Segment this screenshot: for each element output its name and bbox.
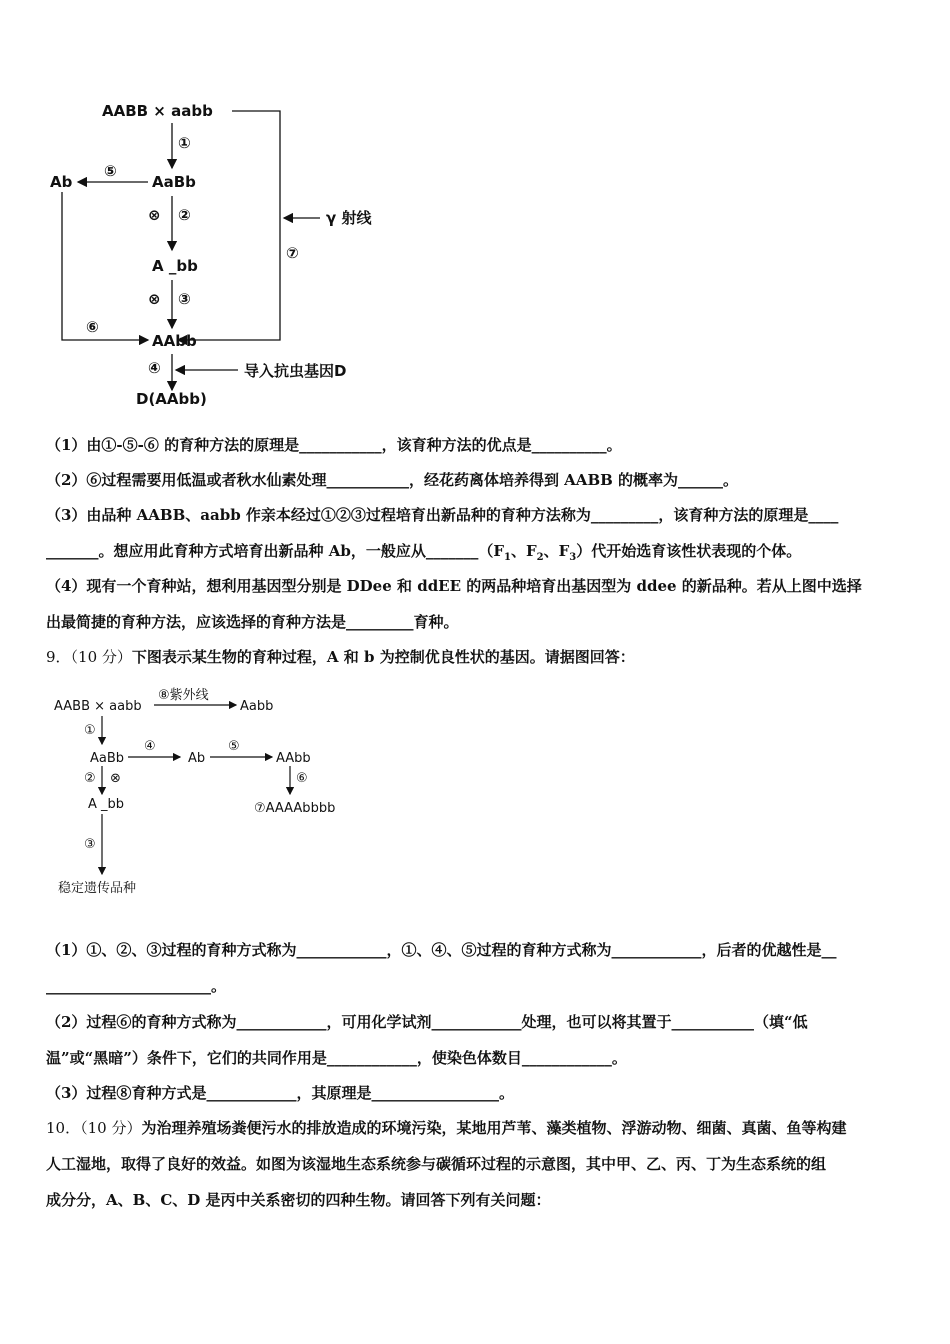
sub-1: 1 xyxy=(504,552,511,563)
step1-label: ① xyxy=(178,134,191,152)
q9-line-4: 温”或“黑暗”）条件下，它们的共同作用是____________，使染色体数目____________。 xyxy=(46,1049,627,1067)
self-3: ⊗ xyxy=(148,290,161,308)
step6-label: ⑥ xyxy=(86,318,99,336)
d2-step6: ⑥ xyxy=(296,771,308,786)
step3-label: ③ xyxy=(178,290,191,308)
loop-line-7 xyxy=(178,111,280,340)
d2-self: ⊗ xyxy=(110,771,121,786)
q9-number: 9．（10 分） xyxy=(46,648,132,666)
cross-label: AABB × aabb xyxy=(102,102,213,120)
d2-stable: 稳定遗传品种 xyxy=(58,881,137,896)
d2-aabb: AAbb xyxy=(276,751,311,766)
sub-2: 2 xyxy=(536,552,544,563)
step5-label: ⑤ xyxy=(104,162,117,180)
d2-step5: ⑤ xyxy=(228,739,240,754)
ab-label: Ab xyxy=(50,173,73,191)
q9-line-1: （1）①、②、③过程的育种方式称为____________，①、④、⑤过程的育种方式称为____________，后者的优越性是__ xyxy=(46,941,837,959)
step7-label: ⑦ xyxy=(286,244,299,262)
q9-line-3: （2）过程⑥的育种方式称为____________，可用化学试剂____________处理，也可以将其置于___________（填“低 xyxy=(46,1013,808,1031)
abb-partial-label: A _bb xyxy=(152,257,198,275)
d2-step4: ④ xyxy=(144,739,156,754)
d2-step3: ③ xyxy=(84,837,96,852)
d2-f1: AaBb xyxy=(90,751,125,766)
q9-stem xyxy=(46,647,906,667)
q10-number: 10．（10 分） xyxy=(46,1119,142,1137)
step2-label: ② xyxy=(178,206,191,224)
q9-line-2: ______________________。 xyxy=(46,977,227,995)
q8-line-4 xyxy=(46,541,906,568)
breeding-diagram-2 xyxy=(50,682,350,902)
d2-tetra: ⑦AAAAbbbb xyxy=(254,801,336,816)
d-product-label: D(AAbb) xyxy=(136,390,207,408)
q9-stem-text: 下图表示某生物的育种过程，A 和 b 为控制优良性状的基因。请据图回答： xyxy=(131,648,635,666)
import-gene-label: 导入抗虫基因D xyxy=(244,362,347,380)
q8-line-4c: 、F xyxy=(543,542,570,560)
f1-label: AaBb xyxy=(152,173,196,191)
d2-step2: ② xyxy=(84,771,96,786)
q8-line-3: （3）由品种 AABB、aabb 作亲本经过①②③过程培育出新品种的育种方法称为_________，该育种方法的原理是____ xyxy=(46,506,839,524)
q8-line-4a: _______。想应用此育种方式培育出新品种 Ab，一般应从_______（F xyxy=(46,542,505,560)
self-2: ⊗ xyxy=(148,206,161,224)
d2-abb: A _bb xyxy=(88,797,125,812)
loop-line-6 xyxy=(62,192,148,340)
q8-line-1: （1）由①-⑤-⑥ 的育种方法的原理是___________，该育种方法的优点是__________。 xyxy=(46,436,622,454)
q8-line-6: 出最简捷的育种方法，应该选择的育种方法是_________育种。 xyxy=(46,613,459,631)
q10-line-1 xyxy=(46,1118,906,1138)
gamma-label: γ 射线 xyxy=(326,209,372,227)
d2-step1: ① xyxy=(84,723,96,738)
q8-line-4b: 、F xyxy=(510,542,537,560)
q10-line-3: 成分分，A、B、C、D 是丙中关系密切的四种生物。请回答下列有关问题： xyxy=(46,1191,551,1209)
q8-line-5: （4）现有一个育种站，想利用基因型分别是 DDee 和 ddEE 的两品种培育出基因型为 ddee 的新品种。若从上图中选择 xyxy=(46,577,862,595)
q10-text-1: 为治理养殖场粪便污水的排放造成的环境污染，某地用芦苇、藻类植物、浮游动物、细菌、真菌、鱼等构建 xyxy=(141,1119,847,1137)
breeding-diagram-1 xyxy=(40,90,400,420)
q10-line-2: 人工湿地，取得了良好的效益。如图为该湿地生态系统参与碳循环过程的示意图，其中甲、乙、丙、丁为生态系统的组 xyxy=(46,1155,827,1173)
d2-cross: AABB × aabb xyxy=(54,699,142,714)
step4-label: ④ xyxy=(148,359,161,377)
sub-3: 3 xyxy=(569,552,577,563)
d2-aabb-uv: Aabb xyxy=(240,699,274,714)
d2-uv-label: ⑧紫外线 xyxy=(158,688,209,703)
d2-ab: Ab xyxy=(188,751,206,766)
q9-line-5: （3）过程⑧育种方式是____________，其原理是_________________。 xyxy=(46,1084,514,1102)
q8-line-2: （2）⑥过程需要用低温或者秋水仙素处理___________，经花药离体培养得到 AABB 的概率为______。 xyxy=(46,471,739,489)
q8-line-4d: ）代开始选育该性状表现的个体。 xyxy=(576,542,802,560)
aabb-label: AAbb xyxy=(152,332,197,350)
